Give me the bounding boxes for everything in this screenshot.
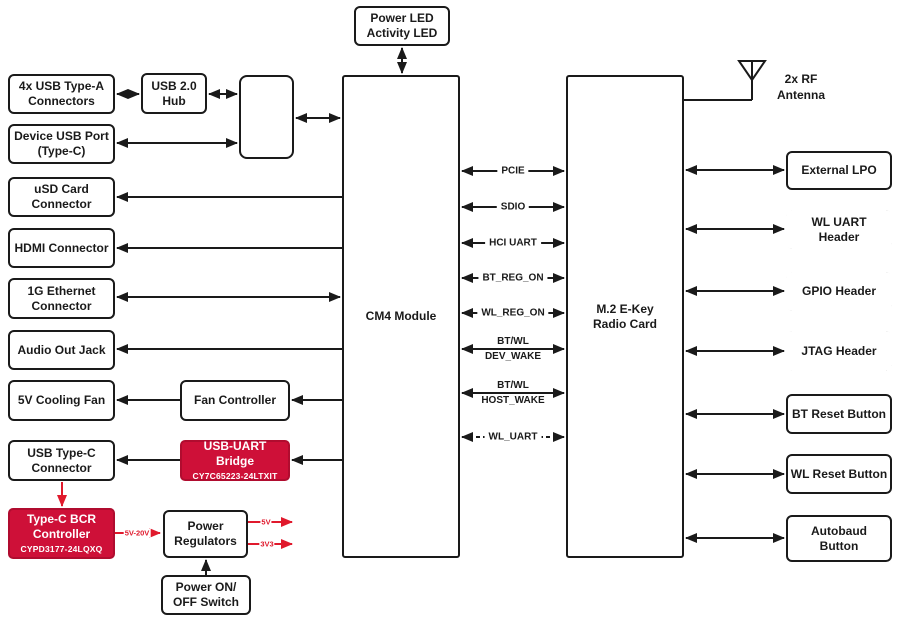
- signal-label-sdio: SDIO: [497, 200, 529, 215]
- node-usb2-hub: USB 2.0 Hub: [141, 73, 207, 114]
- signal-label-bt-reg-on: BT_REG_ON: [478, 271, 547, 286]
- node-cm4-module: CM4 Module: [342, 75, 460, 558]
- node-usb-type-a-connectors: 4x USB Type-A Connectors: [8, 74, 115, 114]
- signal-label-pcie: PCIE: [497, 164, 528, 179]
- node-bt-reset-button: BT Reset Button: [786, 394, 892, 434]
- rail-label-5v: 5V: [261, 517, 271, 527]
- node-device-usb-port: Device USB Port (Type-C): [8, 124, 115, 164]
- node-ethernet-connector: 1G Ethernet Connector: [8, 278, 115, 319]
- node-jtag-header: JTAG Header: [786, 331, 892, 371]
- node-audio-out-jack: Audio Out Jack: [8, 330, 115, 370]
- node-power-on-off-switch: Power ON/ OFF Switch: [161, 575, 251, 615]
- antenna-label: 2x RF Antenna: [777, 72, 825, 102]
- node-usb-uart-bridge: USB-UART Bridge CY7C65223-24LTXIT: [180, 440, 290, 481]
- node-wl-uart-header: WL UART Header: [786, 210, 892, 249]
- node-usb-type-c-connector: USB Type-C Connector: [8, 440, 115, 481]
- node-gpio-header: GPIO Header: [786, 272, 892, 311]
- node-fan-controller: Fan Controller: [180, 380, 290, 421]
- node-autobaud-button: Autobaud Button: [786, 515, 892, 562]
- signal-label-wl-uart: WL_UART: [485, 430, 542, 445]
- signal-label-dev-wake: BT/WL DEV_WAKE: [484, 336, 542, 362]
- node-usd-card-connector: uSD Card Connector: [8, 177, 115, 217]
- node-usb-mux-switch: [239, 75, 294, 159]
- antenna-icon: [684, 61, 765, 100]
- signal-label-wl-reg-on: WL_REG_ON: [477, 306, 548, 321]
- signal-label-hci-uart: HCI UART: [485, 236, 541, 251]
- node-power-activity-led: Power LED Activity LED: [354, 6, 450, 46]
- signal-label-host-wake: BT/WL HOST_WAKE: [481, 380, 545, 406]
- node-m2-ekey-radio-card: M.2 E-Key Radio Card: [566, 75, 684, 558]
- bcr-part-number: CYPD3177-24LQXQ: [20, 544, 103, 555]
- node-hdmi-connector: HDMI Connector: [8, 228, 115, 268]
- node-type-c-bcr-controller: Type-C BCR Controller CYPD3177-24LQXQ: [8, 508, 115, 559]
- node-wl-reset-button: WL Reset Button: [786, 454, 892, 494]
- rail-label-3v3: 3V3: [260, 539, 274, 549]
- usb-uart-part-number: CY7C65223-24LTXIT: [192, 471, 278, 482]
- node-cooling-fan: 5V Cooling Fan: [8, 380, 115, 421]
- node-power-regulators: Power Regulators: [163, 510, 248, 558]
- rail-label-input: 5V-20V: [124, 528, 150, 538]
- node-external-lpo: External LPO: [786, 151, 892, 190]
